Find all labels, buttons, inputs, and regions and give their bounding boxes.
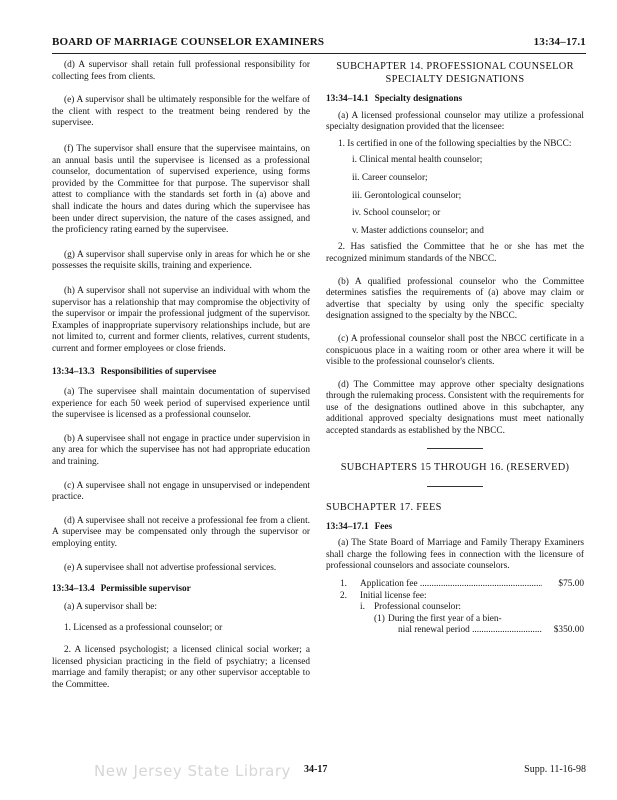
para-14-1-c: (c) A professional counselor shall post the NBCC certificate in a conspicuous place in a waiting room or other area where it will be visible to the professional counselor's clients. [326,333,584,368]
section-heading-13-4 [52,584,310,596]
fee-subrow [326,625,584,637]
fee-sublabel: nial renewal period ..... [398,625,542,637]
library-stamp: New Jersey State Library [94,762,291,780]
specialty-item-iv: iv. School counselor; or [352,208,441,219]
specialty-item-i: i. Clinical mental health counselor; [352,155,483,166]
para-13-3-d: (d) A supervisee shall not receive a professional fee from a client. A supervisee may be compensated only through the supervisor or employing entity. [52,515,310,549]
supplement-date: Supp. 11-16-98 [524,764,586,775]
para-14-1-1: 1. Is certified in one of the following specialties by the NBCC: [338,138,572,149]
section-divider [427,448,483,449]
para-14-1-a: (a) A licensed professional counselor may utilize a professional specialty designation provided that the licensee: [326,110,584,133]
para-g: (g) A supervisor shall supervise only in areas for which he or she possesses the requisite skills, training and experience. [52,249,310,272]
fee-amount: $75.00 [558,579,584,590]
subchapter-14-line1: SUBCHAPTER 14. PROFESSIONAL COUNSELOR [336,61,574,72]
section-heading-17-1 [326,522,584,534]
fee-sublabel: Professional counselor: [374,602,462,613]
para-f: (f) The supervisor shall ensure that the supervisee maintains, on an annual basis until the supervisee is licensed as a professional counselor, documentation of supervised experience, using forms provided by the Committee for that purpose. The supervisor shall attest to compliance with the standards set forth in (a) above and shall indicate the hours and dates during which the supervisee has been under direct supervision, the nature of the cases assigned, and the proficiency rating earned by the supervisee. [52,143,310,236]
section-number: 13:34–17.1 [326,521,369,532]
para-d: (d) A supervisor shall retain full professional responsibility for collecting fees from clients. [52,60,310,82]
para-14-1-d: (d) The Committee may approve other specialty designations through the rulemaking process. Consistent with the requirements for use of the designations outlined above in this subchapter, any additional approved specialty designations must meet nationally accepted standards as established by the NBCC. [326,379,584,437]
fee-amount: $350.00 [553,625,584,636]
fee-label: Initial license fee: [360,590,427,601]
para-14-1-b: (b) A qualified professional counselor who the Committee determines satisfies the requirements of (a) above may claim or advertise that specialty by using only the specific specialty designation assigned to the specialty by the NBCC. [326,276,584,322]
running-header [52,34,586,50]
subchapter-14-line2: SPECIALTY DESIGNATIONS [385,74,525,85]
fee-subnumber: i. [360,602,365,613]
left-column [52,60,310,691]
page-footer [52,764,586,782]
subchapter-17: SUBCHAPTER 17. FEES [326,501,442,513]
para-13-4-1: 1. Licensed as a professional counselor; or [64,623,223,634]
header-title: BOARD OF MARRIAGE COUNSELOR EXAMINERS [52,36,325,48]
subchapter-15-16: SUBCHAPTERS 15 THROUGH 16. (RESERVED) [340,461,570,473]
section-title: Permissible supervisor [100,584,191,595]
header-section: 13:34–17.1 [533,36,586,48]
fee-number: 2. [340,590,347,601]
fee-row [326,591,584,603]
fee-sublabel: During the first year of a bien- [388,613,502,624]
para-13-3-c: (c) A supervisee shall not engage in unsupervised or independent practice. [52,480,310,503]
para-13-4-a: (a) A supervisor shall be: [64,601,157,612]
para-13-4-2: 2. A licensed psychologist; a licensed clinical social worker; a licensed physician practicing in the field of psychiatry; a licensed marriage and family therapist; or any other supervisor acceptable to the Committee. [52,644,310,690]
right-column [326,60,584,637]
specialty-item-ii: ii. Career counselor; [352,172,428,183]
fee-row [326,579,584,591]
fee-subrow [326,614,584,626]
para-e: (e) A supervisor shall be ultimately responsible for the welfare of the client with respect to the treatment being rendered by the supervisee. [52,95,310,129]
section-title: Responsibilities of supervisee [100,367,217,378]
para-13-3-a: (a) The supervisee shall maintain documentation of supervised experience for each 50 week period of supervised experience until the supervisee is licensed as a professional counselor. [52,387,310,421]
page-number: 34-17 [304,764,328,775]
para-13-3-b: (b) A supervisee shall not engage in practice under supervision in any area for which the supervisee has not had appropriate education and training. [52,433,310,468]
fee-schedule [326,579,584,637]
para-h: (h) A supervisor shall not supervise an individual with whom the supervisor has a relationship that may compromise the objectivity of the supervisor or impair the professional judgment of the supervisor. Examples of inappropriate supervisory relationships include, but are not limited to, current and former clients, relatives, current students, current and former employees or close friends. [52,285,310,354]
section-divider [427,486,483,487]
fee-number: 1. [340,579,347,590]
para-17-1-a: (a) The State Board of Marriage and Family Therapy Examiners shall charge the following fees in connection with the licensure of professional counselors and associate counselors. [326,538,584,572]
section-title: Specialty designations [374,94,463,104]
section-title: Fees [374,521,393,532]
para-14-1-2: 2. Has satisfied the Committee that he or she has met the recognized minimum standards of the NBCC. [326,242,584,264]
specialty-item-v: v. Master addictions counselor; and [352,225,484,236]
fee-subnumber: (1) [374,613,385,624]
section-heading-13-3 [52,367,310,379]
section-heading-14-1 [326,94,584,106]
fee-subrow [326,602,584,614]
fee-label: Application fee ..... [360,579,542,591]
specialty-item-iii: iii. Gerontological counselor; [352,190,462,201]
header-rule [52,53,586,54]
section-number: 13:34–13.3 [52,367,95,378]
section-number: 13:34–13.4 [52,584,95,595]
section-number: 13:34–14.1 [326,94,369,104]
para-13-3-e: (e) A supervisee shall not advertise professional services. [64,562,277,573]
